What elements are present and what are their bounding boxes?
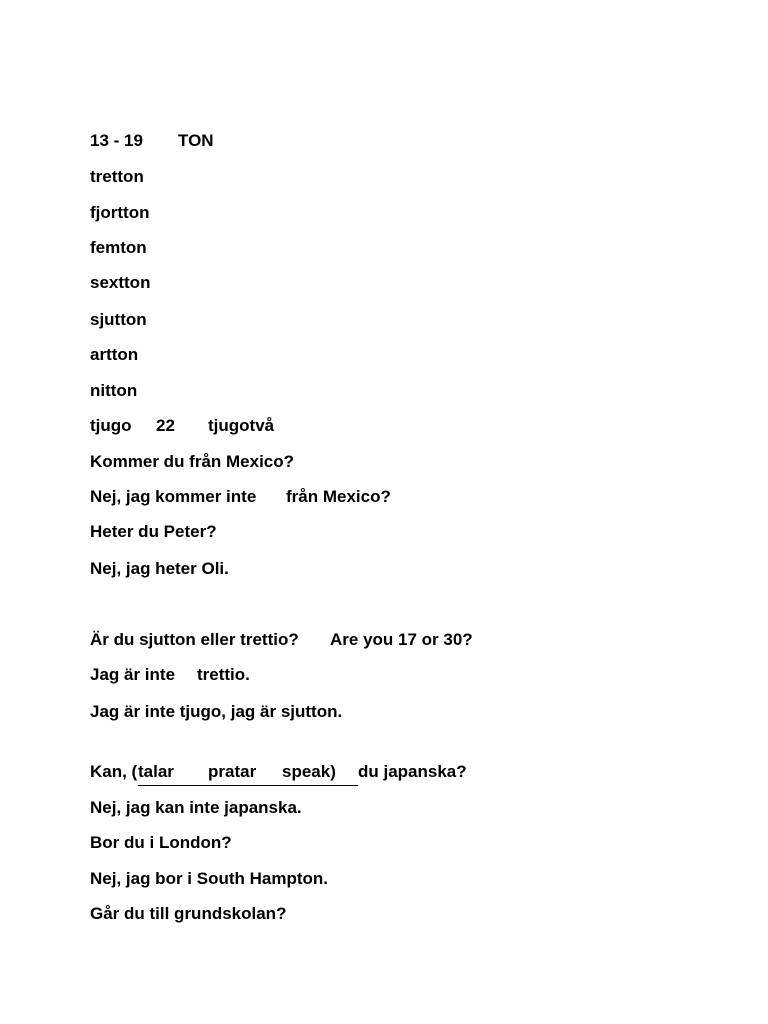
word-sextton: sextton xyxy=(90,273,151,292)
line-13-19-ton xyxy=(90,130,214,152)
sentence-gar-du: Går du till grundskolan? xyxy=(90,904,287,923)
word-fjortton: fjortton xyxy=(90,203,150,222)
option-speak: speak) xyxy=(282,762,336,781)
word-nitton: nitton xyxy=(90,381,138,400)
sentence-kan-du xyxy=(90,761,467,783)
number-range: 13 - 19 xyxy=(90,131,143,150)
sentence-nej-kommer xyxy=(90,486,391,508)
word-artton: artton xyxy=(90,345,139,364)
sentence-jag-ar-inte-tjugo: Jag är inte tjugo, jag är sjutton. xyxy=(90,702,343,721)
sentence-bor-du: Bor du i London? xyxy=(90,833,232,852)
sentence-part-2: från Mexico? xyxy=(286,487,391,506)
line-tjugo xyxy=(90,415,275,437)
option-talar: talar xyxy=(138,762,174,781)
word-tjugo: tjugo xyxy=(90,416,132,435)
word-sjutton: sjutton xyxy=(90,310,147,329)
number-22: 22 xyxy=(156,416,175,435)
word-femton: femton xyxy=(90,238,147,257)
sentence-kommer-du: Kommer du från Mexico? xyxy=(90,452,295,471)
sentence-part-2: trettio. xyxy=(197,665,250,684)
sentence-nej-heter: Nej, jag heter Oli. xyxy=(90,559,229,578)
option-pratar: pratar xyxy=(208,762,257,781)
sentence-part-1: Jag är inte xyxy=(90,665,176,684)
sentence-nej-kan: Nej, jag kan inte japanska. xyxy=(90,798,302,817)
suffix-ton: TON xyxy=(178,131,214,150)
sentence-jag-ar-inte xyxy=(90,664,250,686)
sentence-heter-du: Heter du Peter? xyxy=(90,522,217,541)
sentence-part-1: Nej, jag kommer inte xyxy=(90,487,257,506)
sentence-end: du japanska? xyxy=(358,762,467,781)
sentence-ar-du xyxy=(90,629,473,651)
swedish-question: Är du sjutton eller trettio? xyxy=(90,630,299,649)
word-tjugotva: tjugotvå xyxy=(208,416,275,435)
word-tretton: tretton xyxy=(90,167,144,186)
sentence-nej-bor: Nej, jag bor i South Hampton. xyxy=(90,869,328,888)
sentence-start: Kan, ( xyxy=(90,762,138,781)
english-translation: Are you 17 or 30? xyxy=(330,630,473,649)
